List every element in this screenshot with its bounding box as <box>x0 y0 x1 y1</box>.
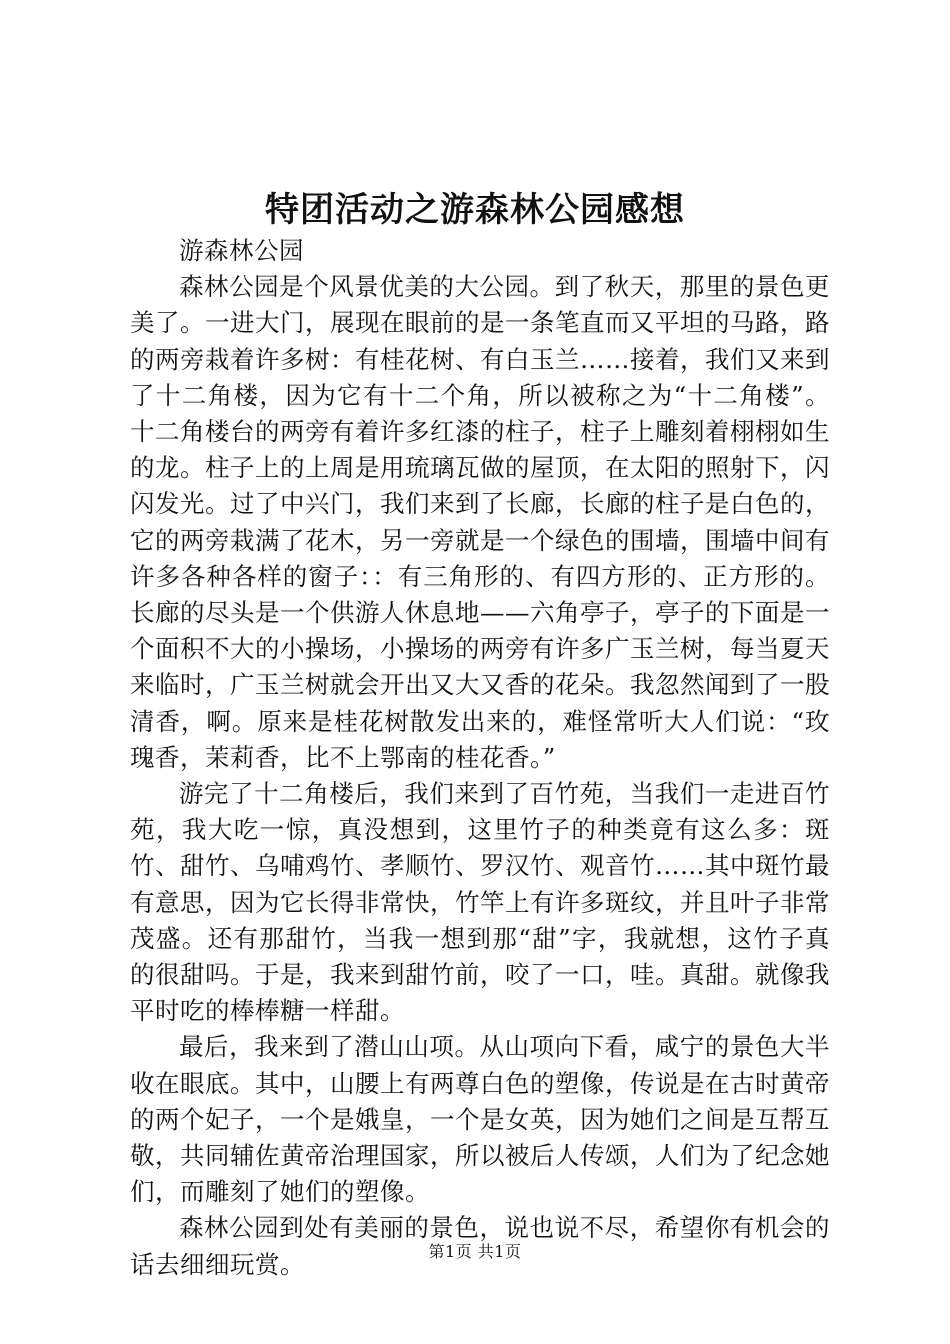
document-title: 特团活动之游森林公园感想 <box>265 190 685 230</box>
paragraph-subtitle: 游森林公园 <box>179 236 304 265</box>
paragraph-2: 游完了十二角楼后，我们来到了百竹苑，当我们一走进百竹苑，我大吃一惊，真没想到，这里竹子的种类竟有这么多：斑竹、甜竹、乌哺鸡竹、孝顺竹、罗汉竹、观音竹……其中斑竹最有意思，因为它长得非常快，竹竿上有许多斑纹，并且叶子非常茂盛。还有那甜竹，当我一想到那“甜”字，我就想，这竹子真的很甜吗。于是，我来到甜竹前，咬了一口，哇。真甜。就像我平时吃的棒棒糖一样甜。 <box>130 779 830 1026</box>
paragraph-1: 森林公园是个风景优美的大公园。到了秋天，那里的景色更美了。一进大门，展现在眼前的是一条笔直而又平坦的马路，路的两旁栽着许多树：有桂花树、有白玉兰……接着，我们又来到了十二角楼，因为它有十二个角，所以被称之为“十二角楼”。十二角楼台的两旁有着许多红漆的柱子，柱子上雕刻着栩栩如生的龙。柱子上的上周是用琉璃瓦做的屋顶，在太阳的照射下，闪闪发光。过了中兴门，我们来到了长廊，长廊的柱子是白色的，它的两旁栽满了花木，另一旁就是一个绿色的围墙，围墙中间有许多各种各样的窗子：：有三角形的、有四方形的、正方形的。长廊的尽头是一个供游人休息地——六角亭子，亭子的下面是一个面积不大的小操场，小操场的两旁有许多广玉兰树，每当夏天来临时，广玉兰树就会开出又大又香的花朵。我忽然闻到了一股清香，啊。原来是桂花树散发出来的，难怪常听大人们说：“玫瑰香，茉莉香，比不上鄂南的桂花香。” <box>130 272 830 772</box>
paragraph-3: 最后，我来到了潜山山项。从山项向下看，咸宁的景色大半收在眼底。其中，山腰上有两尊白色的塑像，传说是在古时黄帝的两个妃子，一个是娥皇，一个是女英，因为她们之间是互帮互敬，共同辅佐黄帝治理国家，所以被后人传颂，人们为了纪念她们，而雕刻了她们的塑像。 <box>130 1032 830 1207</box>
page-footer: 第1页 共1页 <box>428 1242 522 1261</box>
document-body <box>130 233 830 1283</box>
paragraph-4: 森林公园到处有美丽的景色，说也说不尽，希望你有机会的话去细细玩赏。 <box>130 1213 830 1279</box>
